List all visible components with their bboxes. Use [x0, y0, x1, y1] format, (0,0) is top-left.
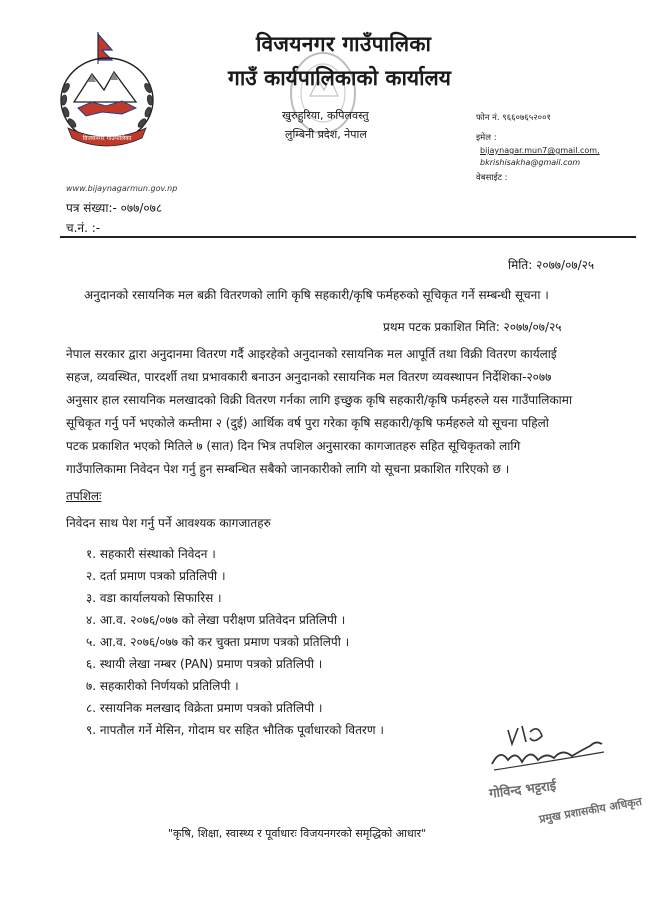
reference-number: पत्र संख्या:- ०७७/०७८ — [66, 201, 163, 215]
body-line: सहज, व्यवस्थित, पारदर्शी तथा प्रभावकारी बनाउन अनुदानको रसायनिक मल वितरण व्यवस्थापन निर्देशिका-२०७७ — [66, 370, 552, 384]
contact-email-label: इमेल : — [476, 133, 497, 143]
header-divider — [60, 236, 636, 238]
footer-slogan: "कृषि, शिक्षा, स्वास्थ्य र पूर्वाधारः विजयनगरको समृद्धिको आधार" — [168, 827, 427, 840]
emblem-ribbon-text: विजयनगर गाउँपालिका — [82, 135, 132, 142]
details-heading: तपशिलः — [66, 489, 102, 503]
list-item: ९. नापतौल गर्ने मेसिन, गोदाम घर सहित भौतिक पूर्वाधारको वितरण । — [86, 723, 384, 737]
body-line: नेपाल सरकार द्वारा अनुदानमा वितरण गर्दै आइरहेको अनुदानको रसायनिक मल आपूर्ति तथा विक्री वितरण कार्यलाई — [66, 347, 557, 361]
signatory-title: प्रमुख प्रशासकीय अधिकृत — [538, 794, 643, 826]
contact-email-2[interactable]: bkrishisakha@gmail.com — [480, 158, 581, 167]
first-published-date: प्रथम पटक प्रकाशित मिति: २०७७/०७/२५ — [383, 320, 562, 334]
list-item: १. सहकारी संस्थाको निवेदन । — [86, 547, 216, 561]
municipality-emblem-icon — [52, 28, 162, 150]
office-subtitle: गाउँ कार्यपालिकाको कार्यालय — [228, 66, 451, 90]
list-item: ५. आ.व. २०७६/०७७ को कर चुक्ता प्रमाण पत्रको प्रतिलिपी । — [86, 635, 350, 649]
list-item: ७. सहकारीको निर्णयको प्रतिलिपी । — [86, 679, 239, 693]
list-item: ६. स्थायी लेखा नम्बर (PAN) प्रमाण पत्रको प्रतिलिपी । — [86, 657, 323, 671]
stamp-ghost-icon — [288, 48, 358, 138]
contact-phone: फोन नं. ९६६०७६५२००१ — [476, 113, 551, 123]
list-item: ८. रसायनिक मलखाद विक्रेता प्रमाण पत्रको प्रतिलिपी । — [86, 701, 323, 715]
address-line-1: खुरुहुरिया, कपिलवस्तु — [282, 109, 369, 122]
list-item: ३. वडा कार्यालयको सिफारिस । — [86, 591, 222, 605]
address-line-2: लुम्बिनी प्रदेश, नेपाल — [285, 128, 367, 141]
notice-subject: अनुदानको रसायनिक मल बक्री वितरणको लागि कृषि सहकारी/कृषि फर्महरुको सूचिकृत गर्ने सम्बन्धी सूचना । — [84, 288, 549, 302]
office-name: विजयनगर गाउँपालिका — [256, 32, 432, 56]
letter-date: मिति: २०७७/०७/२५ — [508, 258, 595, 272]
body-line: सूचिकृत गर्नु पर्ने भएकोले कम्तीमा २ (दुई) आर्थिक वर्ष पुरा गरेका कृषि सहकारी/कृषि फर्महरुले यो सूचना पहिलो — [66, 416, 549, 430]
list-item: २. दर्ता प्रमाण पत्रको प्रतिलिपी । — [86, 569, 226, 583]
body-line: गाउँपालिकामा निवेदन पेश गर्नु हुन सम्बन्धित सबैको जानकारीको लागि यो सूचना प्रकाशित गरिएको छ । — [66, 462, 510, 476]
website-url[interactable]: www.bijaynagarmun.gov.np — [66, 184, 178, 193]
contact-website-label: वेबसाईट : — [476, 173, 508, 183]
signatory-name: गोविन्द भट्टराई — [488, 778, 557, 802]
contact-email-1[interactable]: bijaynagar.mun7@gmail.com, — [480, 146, 600, 155]
requirements-heading: निवेदन साथ पेश गर्नु पर्ने आवश्यक कागजातहरु — [66, 516, 271, 530]
dispatch-number: च.नं. :- — [66, 221, 101, 235]
body-line: अनुसार हाल रसायनिक मलखादको विक्री वितरण गर्नका लागि इच्छुक कृषि सहकारी/कृषि फर्महरुले यस गाउँपालिकामा — [66, 393, 573, 407]
list-item: ४. आ.व. २०७६/०७७ को लेखा परीक्षण प्रतिवेदन प्रतिलिपी । — [86, 613, 346, 627]
body-line: पटक प्रकाशित भएको मितिले ७ (सात) दिन भित्र तपशिल अनुसारका कागजातहरु सहित सूचिकृतको लागि — [66, 439, 521, 453]
